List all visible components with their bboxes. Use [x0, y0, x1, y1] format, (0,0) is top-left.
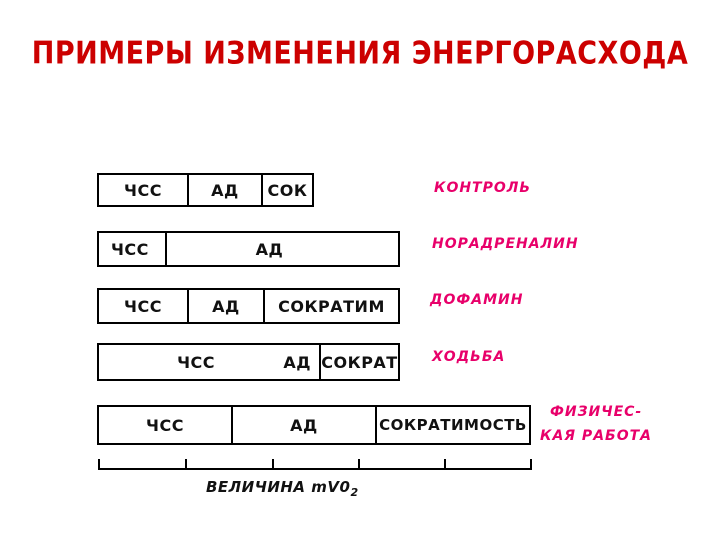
axis-label-main: ВЕЛИЧИНА mV0: [206, 478, 351, 496]
bar-physical-work: [97, 405, 531, 445]
bar-walking: [97, 343, 400, 381]
segment-ad: АД: [283, 352, 311, 372]
segment-ad: АД: [212, 296, 240, 316]
segment-sok: СОК: [267, 180, 308, 200]
segment-sokratim: СОКРАТИМ: [278, 296, 385, 316]
row-label-physical-work-line2: КАЯ РАБОТА: [540, 428, 652, 444]
segment-sokrat: СОКРАТ: [321, 352, 398, 372]
segment-chss: ЧСС: [146, 415, 184, 435]
axis-tick: [185, 459, 187, 469]
page-title: ПРИМЕРЫ ИЗМЕНЕНИЯ ЭНЕРГОРАСХОДА: [31, 36, 689, 72]
bar-control: [97, 173, 314, 207]
axis-line: [98, 468, 532, 470]
row-label-walking: ХОДЬБА: [432, 349, 506, 365]
segment-ad: АД: [290, 415, 318, 435]
row-label-noradrenaline: НОРАДРЕНАЛИН: [432, 236, 579, 252]
axis-label: [206, 478, 359, 499]
segment-sokratimost: СОКРАТИМОСТЬ: [379, 416, 527, 434]
row-label-control: КОНТРОЛЬ: [434, 180, 532, 196]
segment-chss: ЧСС: [124, 296, 162, 316]
bar-noradrenaline: [97, 231, 400, 267]
axis-tick: [272, 459, 274, 469]
segment-ad: АД: [255, 239, 284, 259]
axis-label-subscript: 2: [350, 486, 359, 499]
bar-dopamine: [97, 288, 400, 324]
axis-tick: [444, 459, 446, 469]
segment-chss: ЧСС: [177, 352, 215, 372]
row-label-physical-work-line1: ФИЗИЧЕС-: [550, 404, 643, 420]
segment-chss: ЧСС: [111, 239, 149, 259]
segment-chss: ЧСС: [124, 180, 162, 200]
segment-ad: АД: [211, 180, 239, 200]
axis-tick: [530, 459, 532, 469]
axis-tick: [98, 459, 100, 469]
row-label-dopamine: ДОФАМИН: [430, 292, 524, 308]
axis-tick: [358, 459, 360, 469]
